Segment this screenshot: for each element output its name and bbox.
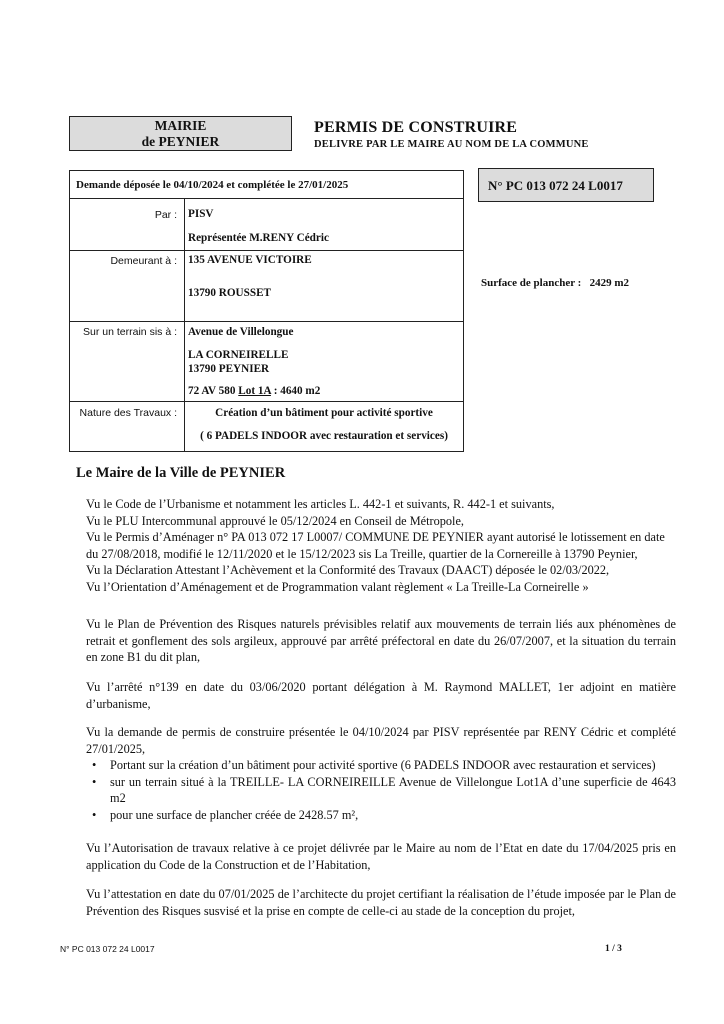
- document-subtitle: DELIVRE PAR LE MAIRE AU NOM DE LA COMMUNE: [314, 139, 589, 150]
- vu-block-regulations: [86, 496, 676, 596]
- terrain-line3: 13790 PEYNIER: [188, 363, 270, 375]
- vu-demande-text: Vu la demande de permis de construire présentée le 04/10/2024 par PISV représentée par RENY Cédric et complété 27/01/2025,: [86, 725, 676, 756]
- vu-paragraph: Vu l’Orientation d’Aménagement et de Programmation valant règlement « La Treille-La Corneirelle »: [86, 579, 589, 594]
- applicant-representative: Représentée M.RENY Cédric: [188, 232, 329, 244]
- row-divider: [70, 401, 463, 402]
- document-title: PERMIS DE CONSTRUIRE: [314, 119, 518, 136]
- vu-demande-paragraph: [86, 724, 676, 824]
- row-divider: [70, 250, 463, 251]
- vu-autorisation-paragraph: Vu l’Autorisation de travaux relative à ce projet délivrée par le Maire au nom de l’Etat en date du 17/04/2025 pris en application du Code de la Construction et de l’Habitation,: [86, 841, 676, 872]
- nature-line2: ( 6 PADELS INDOOR avec restauration et services): [200, 430, 448, 442]
- parcel-area: : 4640 m2: [273, 385, 321, 397]
- nature-label: Nature des Travaux :: [79, 407, 177, 419]
- address-line2: 13790 ROUSSET: [188, 287, 271, 299]
- mairie-box: [69, 116, 292, 151]
- permit-number-box: N° PC 013 072 24 L0017: [478, 168, 654, 202]
- vu-ppr-paragraph: Vu le Plan de Prévention des Risques naturels prévisibles relatif aux mouvements de terrain liés aux phénomènes de retrait et gonflement des sols argileux, approuvé par arrêté préfectoral en date du 26/07/2007, et la situation du terrain en zone B1 du dit plan,: [86, 617, 676, 665]
- maire-heading: Le Maire de la Ville de PEYNIER: [76, 465, 286, 481]
- nature-line1: Création d’un bâtiment pour activité sportive: [215, 407, 433, 419]
- vu-paragraph: Vu le Code de l’Urbanisme et notamment les articles L. 442-1 et suivants, R. 442-1 et suivants,: [86, 497, 555, 511]
- request-table: [69, 170, 464, 452]
- parcel-prefix: 72 AV 580: [188, 385, 236, 397]
- vu-arrete-paragraph: Vu l’arrêté n°139 en date du 03/06/2020 portant délégation à M. Raymond MALLET, 1er adjoint en matière d’urbanisme,: [86, 680, 676, 711]
- applicant-name: PISV: [188, 208, 214, 220]
- surface-label: Surface de plancher :: [481, 277, 582, 289]
- parcel-lot: Lot 1A: [238, 385, 271, 397]
- mairie-line2: de PEYNIER: [141, 134, 220, 149]
- list-item: [86, 774, 676, 807]
- terrain-line2: LA CORNEIRELLE: [188, 349, 289, 361]
- surface-value: 2429 m2: [589, 277, 629, 289]
- list-item-text: pour une surface de plancher créée de 2428.57 m²,: [110, 807, 359, 822]
- bullet-icon: •: [92, 774, 97, 789]
- demeurant-label: Demeurant à :: [110, 255, 177, 267]
- bullet-icon: •: [92, 758, 97, 773]
- list-item-text: sur un terrain situé à la TREILLE- LA CORNEIREILLE Avenue de Villelongue Lot1A d’une superficie de 4643 m2: [110, 774, 676, 806]
- terrain-line1: Avenue de Villelongue: [188, 326, 294, 338]
- parcel-line: [188, 385, 320, 397]
- list-item-text: Portant sur la création d’un bâtiment pour activité sportive (6 PADELS INDOOR avec restauration et services): [110, 758, 656, 773]
- address-line1: 135 AVENUE VICTOIRE: [188, 254, 312, 266]
- floor-surface: [481, 277, 629, 289]
- row-divider: [70, 321, 463, 322]
- list-item: [86, 757, 676, 774]
- request-header: Demande déposée le 04/10/2024 et complétée le 27/01/2025: [70, 171, 463, 199]
- footer-reference: N° PC 013 072 24 L0017: [60, 944, 155, 954]
- vu-paragraph: Vu le PLU Intercommunal approuvé le 05/12/2024 en Conseil de Métropole,: [86, 513, 464, 528]
- vu-paragraph: Vu le Permis d’Aménager n° PA 013 072 17 L0007/ COMMUNE DE PEYNIER ayant autorisé le lotissement en date du 27/08/2018, modifié le 12/11/2020 et le 15/12/2023 sis La Treille, quartier de la Cornereille à 13790 Peynier,: [86, 530, 665, 561]
- page-number: 1 / 3: [605, 944, 622, 954]
- list-item: [86, 807, 676, 824]
- vu-attestation-paragraph: Vu l’attestation en date du 07/01/2025 de l’architecte du projet certifiant la réalisation de l’étude imposée par le Plan de Prévention des Risques susvisé et la prise en compte de celle-ci au stade de la conception du projet,: [86, 887, 676, 918]
- terrain-label: Sur un terrain sis à :: [83, 326, 177, 338]
- bullet-icon: •: [92, 807, 97, 822]
- project-bullet-list: [86, 757, 676, 823]
- mairie-line1: MAIRIE: [154, 118, 207, 133]
- par-label: Par :: [154, 209, 177, 221]
- vu-paragraph: Vu la Déclaration Attestant l’Achèvement et la Conformité des Travaux (DAACT) déposée le 02/03/2022,: [86, 563, 610, 578]
